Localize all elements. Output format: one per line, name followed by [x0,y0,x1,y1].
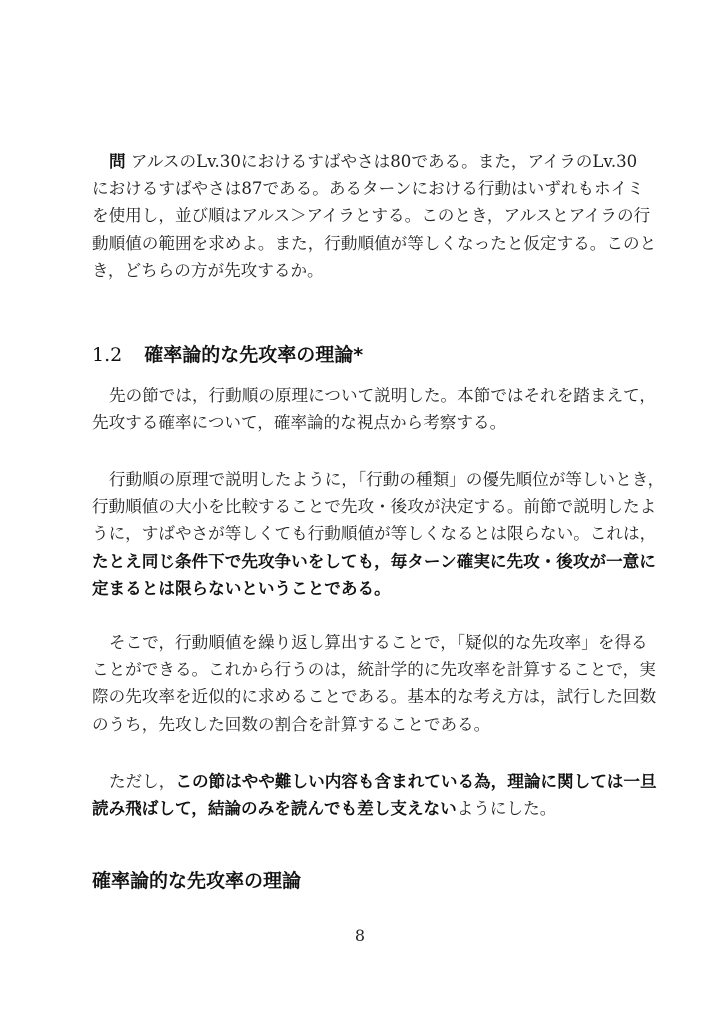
text-segment: 行動順の原理で説明したように，「行動の種類」の優先順位が等しいとき， [109,470,665,489]
text-line [92,493,657,520]
text-line [92,629,648,656]
page-number: 8 [354,926,366,945]
text-line [92,711,632,738]
text-segment: ただし， [109,772,176,791]
text-segment: 先の節では，行動順の原理について説明した。本節ではそれを踏まえて， [109,386,656,405]
text-line [92,575,632,602]
section-number: 1.2 [92,344,123,366]
text-segment: 動順値の範囲を求めよ。また，行動順値が等しくなったと仮定する。このと [92,234,657,253]
subheading: 確率論的な先攻率の理論 [92,870,302,892]
text-line [92,148,638,175]
text-line [92,230,657,257]
text-line [92,656,656,683]
text-segment: き，どちらの方が先攻するか。 [92,261,324,280]
text-line [92,795,632,822]
text-segment: のうち，先攻した回数の割合を計算することである。 [92,715,491,734]
text-segment: アルスのLv.30におけるすばやさは80である。また，アイラのLv.30 [125,152,638,171]
text-segment: 際の先攻率を近似的に求めることである。基本的な考え方は，試行した回数 [92,687,657,706]
section-title: 確率論的な先攻率の理論* [144,344,364,366]
text-line [92,257,632,284]
text-line [92,382,656,409]
text-segment: を使用し，並び順はアルス＞アイラとする。このとき，アルスとアイラの行 [92,206,651,225]
bold-text: この節はやや難しい内容も含まれている為，理論に関しては一旦 [175,772,657,791]
text-line [92,520,657,547]
text-line [92,466,665,493]
text-line [92,202,651,229]
section-heading [92,340,363,367]
text-segment: うに，すばやさが等しくても行動順値が等しくなるとは限らない。これは， [92,524,657,543]
text-line [92,768,657,795]
text-segment: 行動順値の大小を比較することで先攻・後攻が決定する。前節で説明したよ [92,497,657,516]
text-line [92,548,656,575]
text-segment: ことができる。これから行うのは，統計学的に先攻率を計算することで，実 [92,660,656,679]
text-line [92,683,657,710]
text-segment: におけるすばやさは87である。あるターンにおける行動はいずれもホイミ [92,179,644,198]
bold-text: たとえ同じ条件下で先攻争いをしても，毎ターン確実に先攻・後攻が一意に [92,552,656,571]
question-label: 問 [109,152,126,171]
text-segment: そこで，行動順値を繰り返し算出することで，「疑似的な先攻率」を得る [109,633,648,652]
bold-text: 定まるとは限らないということである。 [92,579,391,598]
text-line [92,175,644,202]
bold-text: 読み飛ばして，結論のみを読んでも差し支えない [92,799,457,818]
text-segment: 先攻する確率について，確率論的な視点から考察する。 [92,413,507,432]
text-line [92,409,632,436]
text-segment: ようにした。 [456,799,557,818]
